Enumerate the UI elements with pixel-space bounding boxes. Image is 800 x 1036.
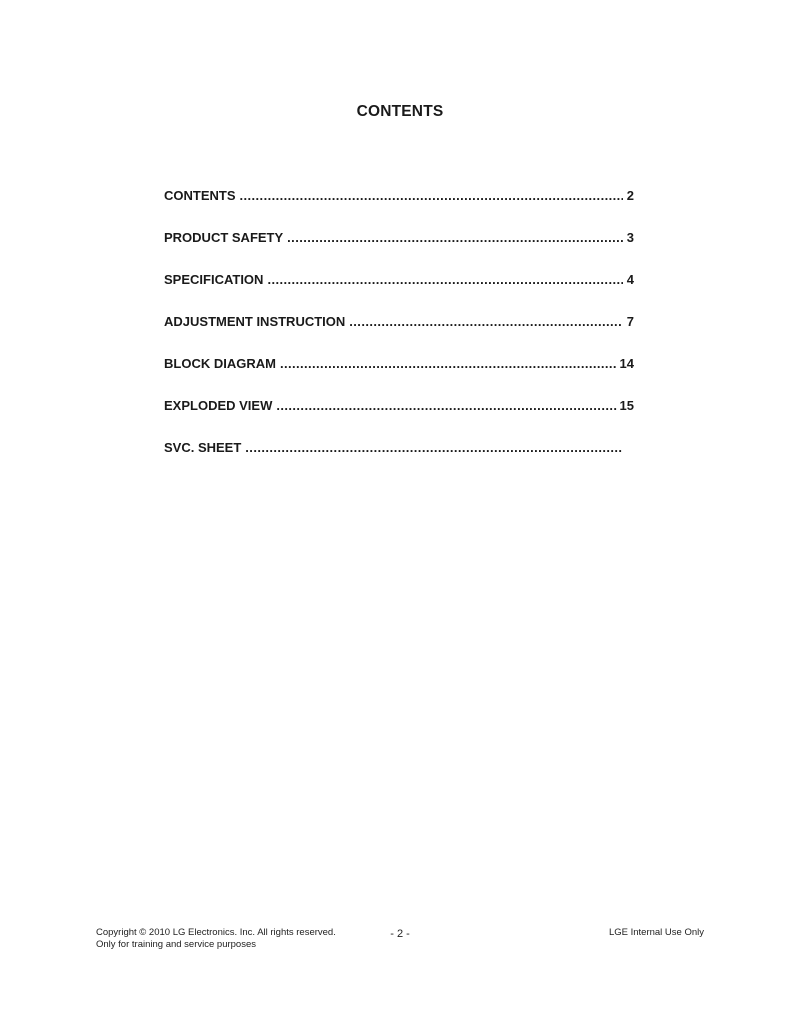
footer-copyright: Copyright © 2010 LG Electronics. Inc. All rights reserved. — [96, 927, 336, 938]
toc-entry-specification[interactable] — [164, 272, 634, 314]
toc-entry-label: EXPLODED VIEW — [164, 398, 273, 413]
toc-entry-label: PRODUCT SAFETY — [164, 230, 284, 245]
toc-leader-dots — [276, 398, 616, 413]
toc-entry-page: 2 — [626, 188, 634, 203]
toc-entry-product-safety[interactable] — [164, 230, 634, 272]
toc-entry-page: 3 — [626, 230, 634, 245]
toc-entry-page: 7 — [626, 314, 634, 329]
toc-entry-label: SVC. SHEET — [164, 440, 242, 455]
toc-entry-label: ADJUSTMENT INSTRUCTION — [164, 314, 346, 329]
toc-leader-dots — [240, 188, 624, 203]
toc-entry-label: CONTENTS — [164, 188, 236, 203]
toc-leader-dots — [280, 356, 617, 371]
toc-leader-dots — [287, 230, 623, 245]
toc-entry-page: 14 — [619, 356, 634, 371]
toc-entry-page: 15 — [619, 398, 634, 413]
footer-purpose: Only for training and service purposes — [96, 939, 256, 950]
footer-notice: LGE Internal Use Only — [608, 927, 704, 938]
toc-entry-adjustment-instruction[interactable] — [164, 314, 634, 356]
toc-leader-dots — [349, 314, 623, 329]
toc-entry-page: 4 — [626, 272, 634, 287]
toc-entry-contents[interactable] — [164, 188, 634, 230]
toc-entry-block-diagram[interactable] — [164, 356, 634, 398]
toc-leader-dots — [267, 272, 623, 287]
table-of-contents — [164, 188, 634, 482]
toc-leader-dots — [245, 440, 623, 455]
footer-page-number: - 2 - — [390, 928, 410, 940]
toc-entry-svc-sheet[interactable] — [164, 440, 634, 482]
toc-entry-exploded-view[interactable] — [164, 398, 634, 440]
page-title: CONTENTS — [356, 103, 444, 120]
toc-entry-label: SPECIFICATION — [164, 272, 264, 287]
toc-entry-label: BLOCK DIAGRAM — [164, 356, 276, 371]
